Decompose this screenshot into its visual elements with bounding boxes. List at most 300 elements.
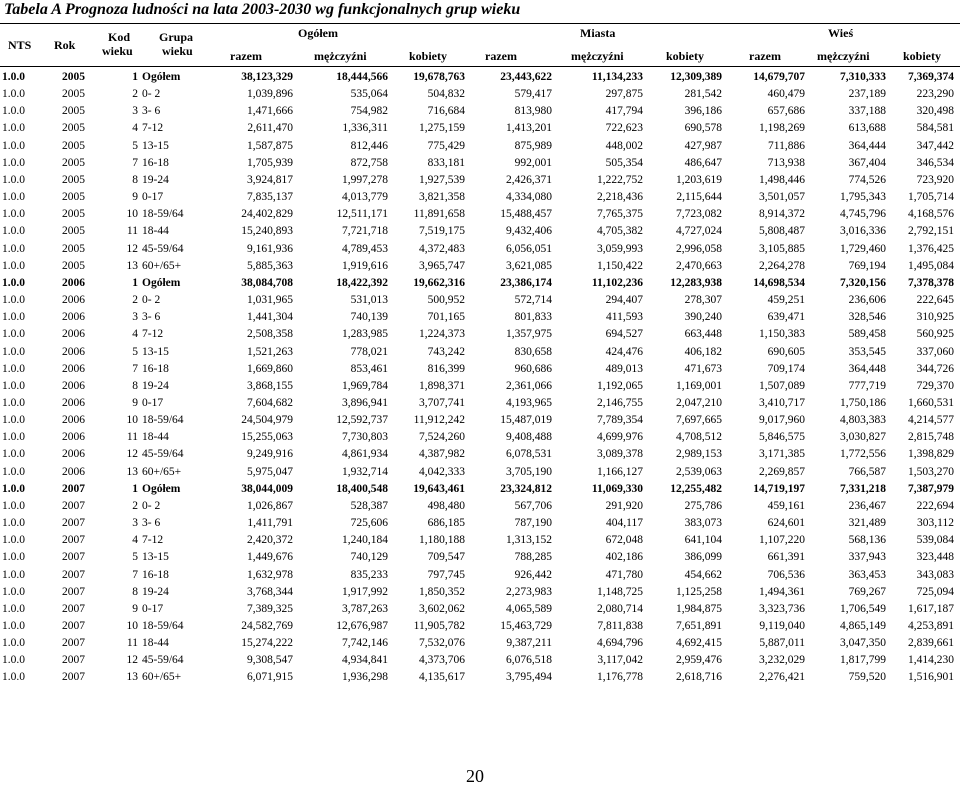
cell-ogolem-kobiety: 19,678,763: [413, 71, 465, 83]
cell-wies-razem: 459,161: [767, 499, 805, 512]
cell-miasta-mezczyzni: 291,920: [605, 499, 643, 512]
cell-wies-kobiety: 323,448: [916, 551, 954, 564]
cell-rok: 2006: [62, 311, 85, 324]
cell-nts: 1.0.0: [2, 482, 25, 495]
cell-ogolem-razem: 1,471,666: [247, 105, 293, 118]
cell-ogolem-mezczyzni: 3,787,263: [342, 602, 388, 615]
col-header-wies-kobiety: kobiety: [903, 49, 942, 63]
cell-grupa: Ogółem: [142, 276, 181, 289]
cell-nts: 1.0.0: [2, 431, 25, 444]
group-header-miasta: Miasta: [580, 26, 616, 40]
cell-miasta-razem: 1,357,975: [506, 328, 552, 341]
cell-ogolem-razem: 7,604,682: [247, 396, 293, 409]
cell-ogolem-razem: 24,504,979: [241, 414, 293, 427]
cell-wies-mezczyzni: 321,489: [848, 517, 886, 530]
cell-kod: 9: [132, 396, 138, 409]
cell-kod: 13: [126, 465, 138, 478]
cell-ogolem-razem: 1,039,896: [247, 88, 293, 101]
cell-wies-kobiety: 7,378,378: [908, 276, 954, 289]
cell-miasta-kobiety: 12,309,389: [670, 71, 722, 83]
table-row: [0, 138, 960, 155]
cell-miasta-mezczyzni: 3,117,042: [597, 654, 643, 667]
cell-nts: 1.0.0: [2, 396, 25, 409]
cell-ogolem-razem: 1,632,978: [247, 568, 293, 581]
cell-nts: 1.0.0: [2, 259, 25, 272]
cell-ogolem-razem: 1,669,860: [247, 362, 293, 375]
cell-ogolem-mezczyzni: 1,997,278: [342, 173, 388, 186]
cell-wies-razem: 624,601: [767, 517, 805, 530]
cell-kod: 1: [132, 71, 138, 83]
cell-nts: 1.0.0: [2, 225, 25, 238]
cell-ogolem-mezczyzni: 3,896,941: [342, 396, 388, 409]
cell-ogolem-mezczyzni: 4,861,934: [342, 448, 388, 461]
cell-ogolem-kobiety: 3,707,741: [419, 396, 465, 409]
cell-ogolem-razem: 1,031,965: [247, 294, 293, 307]
cell-miasta-razem: 23,324,812: [500, 482, 552, 495]
table-row: [0, 206, 960, 223]
cell-ogolem-kobiety: 4,373,706: [419, 654, 465, 667]
cell-nts: 1.0.0: [2, 362, 25, 375]
cell-wies-kobiety: 1,376,425: [908, 242, 954, 255]
cell-ogolem-mezczyzni: 18,400,548: [336, 482, 388, 495]
cell-ogolem-mezczyzni: 1,917,992: [342, 585, 388, 598]
cell-ogolem-mezczyzni: 778,021: [350, 345, 388, 358]
cell-wies-mezczyzni: 7,331,218: [840, 482, 886, 495]
cell-wies-razem: 3,105,885: [759, 242, 805, 255]
cell-wies-mezczyzni: 1,795,343: [840, 191, 886, 204]
cell-miasta-razem: 579,417: [514, 88, 552, 101]
cell-wies-mezczyzni: 3,030,827: [840, 431, 886, 444]
cell-nts: 1.0.0: [2, 173, 25, 186]
cell-miasta-kobiety: 386,099: [684, 551, 722, 564]
cell-wies-razem: 690,605: [767, 345, 805, 358]
cell-kod: 5: [132, 551, 138, 564]
cell-ogolem-kobiety: 504,832: [427, 88, 465, 101]
cell-wies-kobiety: 7,387,979: [908, 482, 954, 495]
cell-miasta-kobiety: 471,673: [684, 362, 722, 375]
cell-wies-mezczyzni: 3,047,350: [840, 637, 886, 650]
cell-nts: 1.0.0: [2, 208, 25, 221]
cell-miasta-razem: 813,980: [514, 105, 552, 118]
table-row: [0, 103, 960, 120]
col-header-rok: Rok: [54, 38, 76, 52]
cell-miasta-mezczyzni: 694,527: [605, 328, 643, 341]
cell-kod: 3: [132, 105, 138, 118]
cell-miasta-razem: 23,386,174: [500, 276, 552, 289]
cell-wies-kobiety: 7,369,374: [908, 71, 954, 83]
cell-wies-razem: 2,264,278: [759, 259, 805, 272]
cell-ogolem-razem: 38,044,009: [241, 482, 293, 495]
cell-ogolem-mezczyzni: 18,444,566: [336, 71, 388, 83]
cell-ogolem-razem: 24,402,829: [241, 208, 293, 221]
cell-rok: 2005: [62, 156, 85, 169]
cell-ogolem-mezczyzni: 1,283,985: [342, 328, 388, 341]
cell-wies-razem: 8,914,372: [759, 208, 805, 221]
cell-nts: 1.0.0: [2, 465, 25, 478]
cell-rok: 2007: [62, 517, 85, 530]
cell-miasta-razem: 6,056,051: [506, 242, 552, 255]
cell-miasta-razem: 3,621,085: [506, 259, 552, 272]
cell-grupa: 60+/65+: [142, 465, 182, 478]
cell-ogolem-kobiety: 1,224,373: [419, 328, 465, 341]
cell-kod: 3: [132, 311, 138, 324]
cell-rok: 2007: [62, 534, 85, 547]
cell-ogolem-mezczyzni: 12,676,987: [336, 620, 388, 632]
col-header-wies-razem: razem: [749, 49, 781, 63]
cell-kod: 8: [132, 585, 138, 598]
cell-ogolem-kobiety: 3,602,062: [419, 602, 465, 615]
cell-ogolem-mezczyzni: 7,742,146: [342, 637, 388, 650]
cell-ogolem-mezczyzni: 4,789,453: [342, 242, 388, 255]
cell-wies-kobiety: 1,414,230: [908, 654, 954, 667]
cell-wies-kobiety: 2,839,661: [908, 637, 954, 650]
cell-ogolem-razem: 5,975,047: [247, 465, 293, 478]
table-title: Tabela A Prognoza ludności na lata 2003-2030 wg funkcjonalnych grup wieku: [4, 1, 521, 18]
cell-miasta-mezczyzni: 722,623: [605, 122, 643, 135]
cell-rok: 2006: [62, 379, 85, 392]
cell-wies-kobiety: 1,516,901: [908, 671, 954, 684]
cell-ogolem-razem: 24,582,769: [241, 620, 293, 632]
cell-kod: 2: [132, 294, 138, 307]
cell-wies-mezczyzni: 4,745,796: [840, 208, 886, 221]
cell-miasta-razem: 572,714: [514, 294, 552, 307]
cell-kod: 7: [132, 362, 138, 375]
cell-rok: 2007: [62, 620, 85, 632]
cell-wies-kobiety: 4,214,577: [908, 414, 954, 427]
table-row: [0, 172, 960, 189]
cell-ogolem-kobiety: 500,952: [427, 294, 465, 307]
cell-ogolem-razem: 9,249,916: [247, 448, 293, 461]
cell-kod: 10: [126, 208, 138, 221]
table-row: [0, 618, 960, 635]
col-header-grupa: Grupa: [159, 30, 194, 44]
cell-wies-razem: 2,269,857: [759, 465, 805, 478]
table-row: [0, 155, 960, 172]
cell-miasta-razem: 788,285: [514, 551, 552, 564]
cell-miasta-kobiety: 390,240: [684, 311, 722, 324]
cell-wies-razem: 639,471: [767, 311, 805, 324]
cell-wies-mezczyzni: 364,444: [848, 139, 886, 152]
cell-ogolem-kobiety: 19,662,316: [413, 276, 465, 289]
cell-miasta-mezczyzni: 411,593: [606, 311, 643, 324]
cell-nts: 1.0.0: [2, 534, 25, 547]
cell-miasta-kobiety: 2,959,476: [676, 654, 722, 667]
cell-grupa: 45-59/64: [142, 448, 184, 461]
cell-ogolem-razem: 9,308,547: [247, 654, 293, 667]
cell-miasta-kobiety: 2,470,663: [676, 259, 722, 272]
cell-ogolem-mezczyzni: 18,422,392: [336, 276, 388, 289]
cell-miasta-mezczyzni: 2,218,436: [597, 191, 643, 204]
cell-ogolem-razem: 2,611,470: [247, 122, 293, 135]
cell-ogolem-razem: 1,411,791: [247, 517, 293, 530]
cell-wies-mezczyzni: 4,803,383: [840, 414, 886, 427]
cell-rok: 2005: [62, 173, 85, 186]
cell-miasta-razem: 6,076,518: [506, 654, 552, 667]
cell-wies-kobiety: 310,925: [916, 311, 954, 324]
cell-wies-razem: 2,276,421: [759, 671, 805, 684]
cell-miasta-mezczyzni: 424,476: [605, 345, 643, 358]
cell-miasta-razem: 830,658: [514, 345, 552, 358]
cell-ogolem-mezczyzni: 1,936,298: [342, 671, 388, 684]
cell-ogolem-razem: 15,274,222: [241, 637, 293, 650]
cell-grupa: 19-24: [142, 379, 169, 392]
cell-miasta-kobiety: 2,996,058: [676, 242, 722, 255]
cell-wies-razem: 713,938: [767, 156, 805, 169]
cell-miasta-razem: 2,361,066: [506, 379, 552, 392]
cell-wies-razem: 1,198,269: [759, 122, 805, 135]
cell-wies-kobiety: 723,920: [916, 173, 954, 186]
table-row: [0, 86, 960, 103]
cell-miasta-razem: 801,833: [514, 311, 552, 324]
cell-nts: 1.0.0: [2, 585, 25, 598]
cell-wies-razem: 657,686: [767, 105, 805, 118]
cell-ogolem-razem: 3,924,817: [247, 173, 293, 186]
cell-miasta-mezczyzni: 294,407: [605, 294, 643, 307]
cell-wies-mezczyzni: 3,016,336: [840, 225, 886, 238]
cell-wies-mezczyzni: 613,688: [848, 122, 886, 135]
cell-miasta-mezczyzni: 2,080,714: [597, 602, 643, 615]
cell-nts: 1.0.0: [2, 156, 25, 169]
cell-kod: 3: [132, 517, 138, 530]
cell-miasta-razem: 9,387,211: [506, 637, 552, 650]
cell-rok: 2006: [62, 345, 85, 358]
cell-ogolem-kobiety: 11,905,782: [413, 620, 465, 632]
table-row: [0, 446, 960, 463]
cell-ogolem-kobiety: 498,480: [427, 499, 465, 512]
cell-wies-kobiety: 4,253,891: [908, 620, 954, 632]
cell-wies-kobiety: 725,094: [916, 585, 954, 598]
cell-grupa: 18-59/64: [142, 208, 184, 221]
cell-wies-razem: 460,479: [767, 88, 805, 101]
header-bottom-rule: [0, 66, 960, 67]
cell-ogolem-kobiety: 4,135,617: [419, 671, 465, 684]
cell-rok: 2007: [62, 602, 85, 615]
cell-miasta-mezczyzni: 4,705,382: [597, 225, 643, 238]
cell-ogolem-mezczyzni: 1,336,311: [342, 122, 388, 135]
cell-wies-kobiety: 222,645: [916, 294, 954, 307]
cell-kod: 4: [132, 328, 138, 341]
cell-ogolem-mezczyzni: 1,969,784: [342, 379, 388, 392]
cell-miasta-mezczyzni: 404,117: [606, 517, 643, 530]
cell-ogolem-mezczyzni: 1,932,714: [342, 465, 388, 478]
cell-kod: 5: [132, 345, 138, 358]
cell-wies-mezczyzni: 1,750,186: [840, 396, 886, 409]
cell-wies-kobiety: 320,498: [916, 105, 954, 118]
cell-kod: 1: [132, 482, 138, 495]
cell-wies-kobiety: 584,581: [916, 122, 954, 135]
cell-nts: 1.0.0: [2, 448, 25, 461]
cell-wies-kobiety: 343,083: [916, 568, 954, 581]
cell-miasta-kobiety: 2,115,644: [676, 191, 722, 204]
cell-wies-mezczyzni: 367,404: [848, 156, 886, 169]
cell-miasta-razem: 3,705,190: [506, 465, 552, 478]
cell-miasta-mezczyzni: 1,166,127: [597, 465, 643, 478]
table-row: [0, 189, 960, 206]
table-row: [0, 412, 960, 429]
cell-nts: 1.0.0: [2, 276, 25, 289]
table-row: [0, 258, 960, 275]
cell-wies-kobiety: 1,617,187: [908, 602, 954, 615]
col-header-nts: NTS: [8, 38, 32, 52]
cell-ogolem-razem: 1,587,875: [247, 139, 293, 152]
cell-miasta-kobiety: 12,283,938: [670, 276, 722, 289]
cell-ogolem-kobiety: 11,891,658: [413, 208, 465, 221]
cell-kod: 11: [126, 431, 138, 444]
cell-ogolem-mezczyzni: 535,064: [350, 88, 388, 101]
cell-wies-kobiety: 303,112: [917, 517, 954, 530]
col-header-miasta-razem: razem: [485, 49, 517, 63]
cell-nts: 1.0.0: [2, 654, 25, 667]
cell-miasta-kobiety: 2,618,716: [676, 671, 722, 684]
cell-rok: 2007: [62, 551, 85, 564]
cell-wies-razem: 5,887,011: [759, 637, 805, 650]
cell-kod: 12: [126, 242, 138, 255]
cell-miasta-kobiety: 4,727,024: [676, 225, 722, 238]
cell-ogolem-razem: 38,084,708: [241, 276, 293, 289]
cell-ogolem-kobiety: 4,387,982: [419, 448, 465, 461]
cell-grupa: 18-59/64: [142, 414, 184, 427]
cell-rok: 2005: [62, 105, 85, 118]
cell-wies-kobiety: 337,060: [916, 345, 954, 358]
cell-wies-kobiety: 729,370: [916, 379, 954, 392]
table-row: [0, 344, 960, 361]
cell-wies-kobiety: 1,398,829: [908, 448, 954, 461]
cell-ogolem-mezczyzni: 740,139: [350, 311, 388, 324]
cell-miasta-mezczyzni: 3,089,378: [597, 448, 643, 461]
cell-grupa: 0-17: [142, 396, 164, 409]
table-row: [0, 635, 960, 652]
cell-miasta-mezczyzni: 7,811,838: [597, 620, 643, 632]
cell-miasta-kobiety: 663,448: [684, 328, 722, 341]
cell-miasta-kobiety: 396,186: [684, 105, 722, 118]
cell-grupa: 0- 2: [142, 294, 161, 307]
cell-rok: 2005: [62, 191, 85, 204]
cell-wies-kobiety: 4,168,576: [908, 208, 954, 221]
col-header-kod-wieku: wieku: [102, 44, 133, 58]
cell-grupa: 45-59/64: [142, 242, 184, 255]
table-row: [0, 361, 960, 378]
cell-wies-mezczyzni: 7,310,333: [840, 71, 886, 83]
cell-miasta-mezczyzni: 672,048: [605, 534, 643, 547]
cell-ogolem-mezczyzni: 853,461: [350, 362, 388, 375]
cell-miasta-mezczyzni: 3,059,993: [597, 242, 643, 255]
cell-ogolem-kobiety: 4,372,483: [419, 242, 465, 255]
cell-ogolem-mezczyzni: 528,387: [350, 499, 388, 512]
cell-wies-razem: 3,501,057: [759, 191, 805, 204]
cell-grupa: 7-12: [142, 122, 164, 135]
cell-ogolem-razem: 1,705,939: [247, 156, 293, 169]
cell-wies-mezczyzni: 769,194: [848, 259, 886, 272]
cell-ogolem-razem: 15,255,063: [241, 431, 293, 444]
cell-miasta-razem: 6,078,531: [506, 448, 552, 461]
table-row: [0, 223, 960, 240]
cell-rok: 2007: [62, 499, 85, 512]
cell-miasta-mezczyzni: 11,102,236: [591, 276, 643, 289]
cell-miasta-razem: 567,706: [514, 499, 552, 512]
cell-wies-mezczyzni: 1,772,556: [840, 448, 886, 461]
cell-ogolem-mezczyzni: 1,240,184: [342, 534, 388, 547]
cell-kod: 7: [132, 568, 138, 581]
cell-ogolem-razem: 1,449,676: [247, 551, 293, 564]
cell-miasta-mezczyzni: 4,699,976: [597, 431, 643, 444]
cell-miasta-mezczyzni: 1,150,422: [597, 259, 643, 272]
col-header-miasta-mezczyzni: mężczyźni: [571, 49, 624, 63]
cell-rok: 2007: [62, 585, 85, 598]
cell-grupa: 7-12: [142, 534, 164, 547]
cell-rok: 2006: [62, 276, 85, 289]
cell-miasta-razem: 15,463,729: [500, 620, 552, 632]
table-row: [0, 429, 960, 446]
cell-nts: 1.0.0: [2, 602, 25, 615]
cell-rok: 2005: [62, 122, 85, 135]
cell-ogolem-kobiety: 716,684: [427, 105, 465, 118]
cell-wies-razem: 3,323,736: [759, 602, 805, 615]
col-header-ogolem-mezczyzni: mężczyźni: [314, 49, 367, 63]
cell-kod: 9: [132, 191, 138, 204]
cell-wies-razem: 1,494,361: [759, 585, 805, 598]
cell-grupa: 19-24: [142, 585, 169, 598]
cell-nts: 1.0.0: [2, 71, 25, 83]
table-row: [0, 601, 960, 618]
cell-ogolem-kobiety: 797,745: [427, 568, 465, 581]
cell-miasta-kobiety: 7,697,665: [676, 414, 722, 427]
cell-ogolem-mezczyzni: 12,592,737: [336, 414, 388, 427]
cell-miasta-kobiety: 2,047,210: [676, 396, 722, 409]
cell-nts: 1.0.0: [2, 294, 25, 307]
cell-wies-razem: 3,410,717: [759, 396, 805, 409]
cell-wies-razem: 711,886: [768, 139, 805, 152]
cell-kod: 4: [132, 122, 138, 135]
cell-ogolem-mezczyzni: 754,982: [350, 105, 388, 118]
cell-miasta-kobiety: 1,203,619: [676, 173, 722, 186]
cell-miasta-razem: 2,273,983: [506, 585, 552, 598]
cell-ogolem-kobiety: 701,165: [427, 311, 465, 324]
cell-wies-mezczyzni: 364,448: [848, 362, 886, 375]
cell-ogolem-razem: 7,389,325: [247, 602, 293, 615]
cell-miasta-kobiety: 1,125,258: [676, 585, 722, 598]
cell-miasta-kobiety: 7,651,891: [676, 620, 722, 632]
cell-rok: 2005: [62, 208, 85, 221]
col-header-grupa-wieku: wieku: [162, 44, 193, 58]
cell-kod: 11: [126, 637, 138, 650]
cell-nts: 1.0.0: [2, 311, 25, 324]
cell-miasta-mezczyzni: 1,176,778: [597, 671, 643, 684]
cell-ogolem-kobiety: 1,898,371: [419, 379, 465, 392]
cell-miasta-mezczyzni: 4,694,796: [597, 637, 643, 650]
cell-wies-razem: 459,251: [767, 294, 805, 307]
cell-miasta-kobiety: 486,647: [684, 156, 722, 169]
cell-rok: 2006: [62, 294, 85, 307]
cell-grupa: 3- 6: [142, 311, 161, 324]
cell-ogolem-razem: 2,508,358: [247, 328, 293, 341]
cell-wies-mezczyzni: 568,136: [848, 534, 886, 547]
cell-grupa: 18-44: [142, 431, 169, 444]
cell-ogolem-mezczyzni: 4,013,779: [342, 191, 388, 204]
cell-miasta-mezczyzni: 505,354: [605, 156, 643, 169]
cell-kod: 13: [126, 671, 138, 684]
cell-miasta-razem: 3,795,494: [506, 671, 552, 684]
cell-miasta-kobiety: 278,307: [684, 294, 722, 307]
cell-wies-razem: 1,107,220: [759, 534, 805, 547]
cell-ogolem-kobiety: 7,524,260: [419, 431, 465, 444]
col-header-ogolem-razem: razem: [230, 49, 262, 63]
table-row: [0, 292, 960, 309]
cell-ogolem-razem: 7,835,137: [247, 191, 293, 204]
cell-ogolem-kobiety: 1,275,159: [419, 122, 465, 135]
cell-wies-kobiety: 344,726: [916, 362, 954, 375]
cell-miasta-mezczyzni: 448,002: [605, 139, 643, 152]
cell-wies-razem: 661,391: [767, 551, 805, 564]
